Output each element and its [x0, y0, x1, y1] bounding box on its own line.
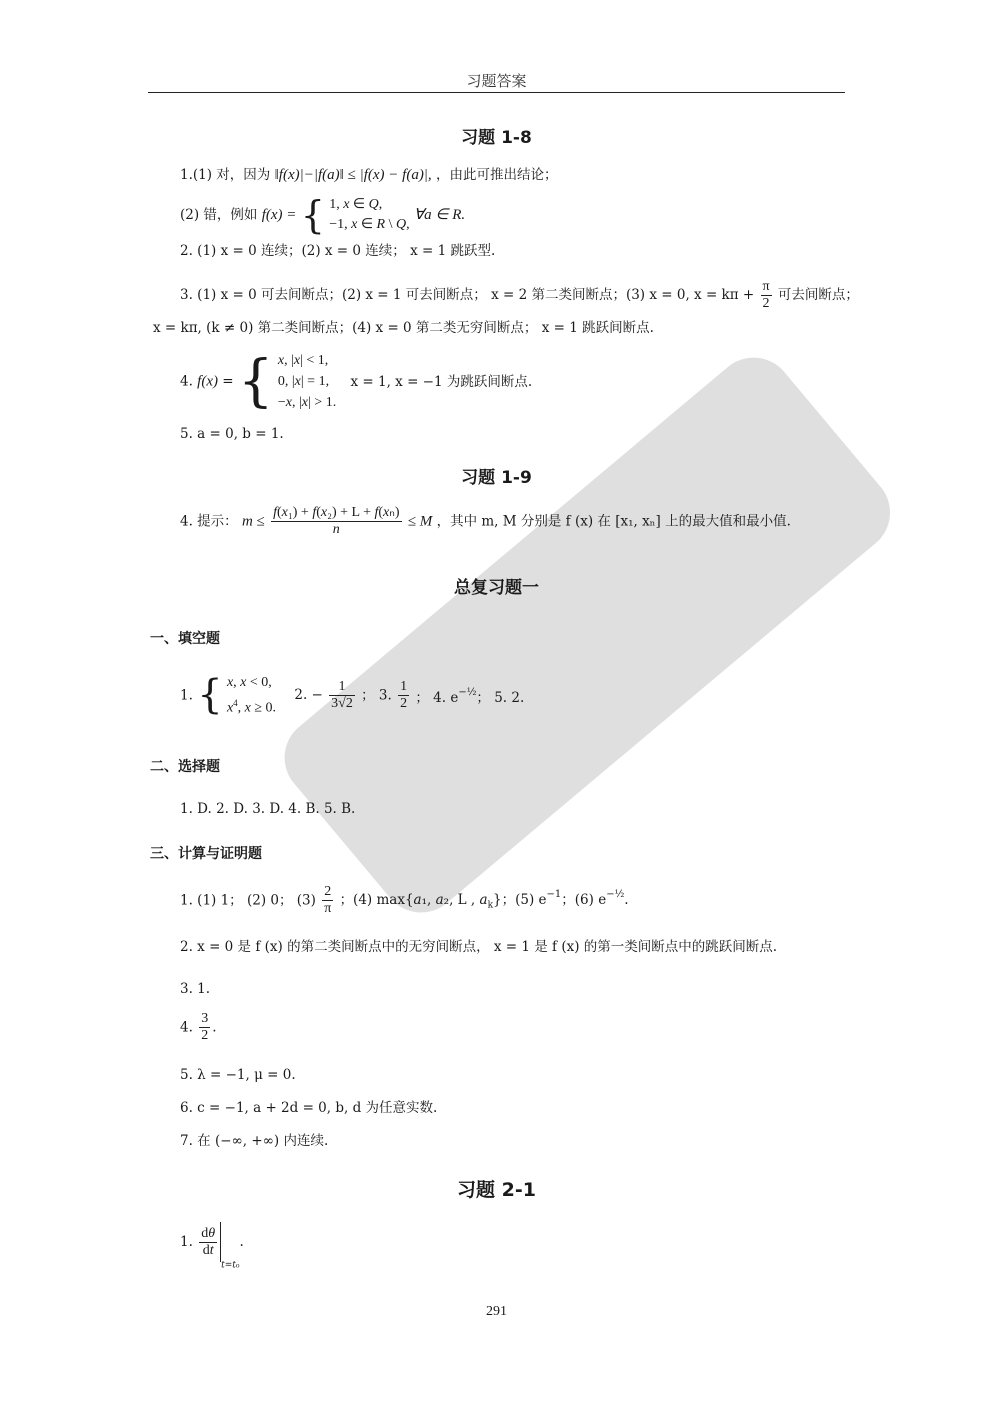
piecewise-cases: 1, x ∈ Q, −1, x ∈ R \ Q, [329, 197, 410, 232]
heading-proof: 三、计算与证明题 [150, 846, 262, 862]
fraction-dtheta-dt: $\frac{d\theta}{dt}$ [201, 1225, 216, 1258]
answer-proof-4 [180, 1011, 216, 1044]
answer-proof-3: 3. 1. [180, 981, 211, 997]
text: ；(4) max{a₁, a₂, L , $a_k$}；(5) $e^{-1}$；(6) $e^{-\frac{1}{2}}$. [339, 889, 629, 911]
answer-1-8-4 [180, 350, 532, 413]
fraction-item-3: $\frac{1}{2}$ [400, 678, 408, 711]
mean-fraction: $\frac{\text{f(x₁) + f(x₂) + L + f(xₙ)}}{n}$ [273, 505, 400, 537]
text: (2) 错，例如 [180, 207, 258, 223]
brace: { [237, 348, 274, 414]
text: ，由此可推出结论； [435, 167, 558, 183]
sep: ； 3. [361, 687, 392, 704]
header-rule [148, 92, 845, 93]
fraction-3-2: $\frac{3}{2}$ [201, 1011, 209, 1043]
watermark-stamp [220, 330, 920, 930]
piecewise-cases: x, |x| < 1, 0, |x| = 1, −x, |x| > 1. [277, 353, 337, 410]
func-lhs: f(x) = [261, 207, 297, 223]
text: 4. 提示： [180, 513, 238, 530]
eval-bar [220, 1222, 221, 1262]
m-leq: m ≤ [241, 513, 265, 530]
fraction-item-2: $\frac{1}{3√2}$ [331, 678, 353, 711]
fraction-pi-2: $\frac{\pi}{2}$ [762, 279, 770, 311]
inequality-expr: ‖f(x)|−|f(a)‖ ≤ |f(x) − f(a)|, [274, 167, 432, 183]
leq-M: ≤ M [407, 513, 433, 530]
piecewise-cases: x, x < 0, $x^4$, x ≥ 0. [226, 675, 277, 716]
item-4: ； 4. $e^{-\frac{1}{2}}$； 5. 2. [415, 686, 525, 706]
answer-1-8-3 [180, 279, 859, 312]
running-header: 习题答案 [466, 72, 527, 90]
answer-1-8-5: 5. a = 0, b = 1. [180, 426, 284, 442]
item-2: 2. − [294, 687, 323, 704]
text: 1. (1) 1； (2) 0； (3) [180, 892, 316, 909]
answer-1-9-4 [180, 505, 791, 538]
answer-1-8-1-2 [180, 195, 465, 235]
text: 1. [180, 1234, 193, 1250]
section-title-1-8: 习题 1-8 [461, 128, 532, 148]
forall-expr: ∀a ∈ R. [413, 207, 466, 223]
brace: { [197, 672, 223, 719]
answer-1-8-3-cont: x = kπ, (k ≠ 0) 第二类间断点；(4) x = 0 第二类无穷间断点； x = 1 跳跃间断点. [153, 320, 654, 336]
heading-fill-blank: 一、填空题 [150, 631, 220, 647]
answer-proof-6: 6. c = −1, a + 2d = 0, b, d 为任意实数. [180, 1100, 438, 1116]
text: 3. (1) x = 0 可去间断点；(2) x = 1 可去间断点； x = 2 第二类间断点；(3) x = 0, x = kπ + [180, 287, 755, 303]
text: ，其中 m, M 分别是 f (x) 在 [x₁, xₙ] 上的最大值和最小值. [436, 513, 791, 530]
answer-proof-5: 5. λ = −1, μ = 0. [180, 1067, 296, 1083]
fraction-2-pi: $\frac{2}{\pi}$ [324, 884, 332, 916]
section-title-1-9: 习题 1-9 [461, 468, 532, 488]
answer-2-1-1 [180, 1222, 244, 1275]
eval-subscript: t=t₀ [221, 1260, 240, 1271]
text: 1.(1) 对，因为 [180, 167, 271, 183]
text: 可去间断点； [777, 287, 859, 303]
heading-choice: 二、选择题 [150, 759, 220, 775]
answer-proof-7: 7. 在 (−∞, +∞) 内连续. [180, 1133, 329, 1149]
section-title-2-1: 习题 2-1 [457, 1179, 536, 1201]
answer-choice: 1. D. 2. D. 3. D. 4. B. 5. B. [180, 801, 356, 817]
brace: { [300, 193, 325, 237]
answer-fill-blank [180, 672, 524, 719]
answer-proof-2: 2. x = 0 是 f (x) 的第二类间断点中的无穷间断点， x = 1 是 f (x) 的第一类间断点中的跳跃间断点. [180, 939, 778, 955]
item-1: 1. [180, 687, 193, 704]
answer-proof-1 [180, 884, 629, 917]
answer-1-8-2: 2. (1) x = 0 连续；(2) x = 0 连续； x = 1 跳跃型. [180, 243, 496, 259]
text: x = 1, x = −1 为跳跃间断点. [350, 373, 533, 390]
item-label: 4. f(x) = [180, 373, 234, 390]
period: . [239, 1234, 244, 1250]
answer-1-8-1-1 [180, 166, 557, 184]
text: 4. [180, 1019, 193, 1036]
period: . [212, 1019, 217, 1036]
page-number: 291 [486, 1304, 507, 1319]
section-title-review: 总复习题一 [454, 578, 539, 598]
